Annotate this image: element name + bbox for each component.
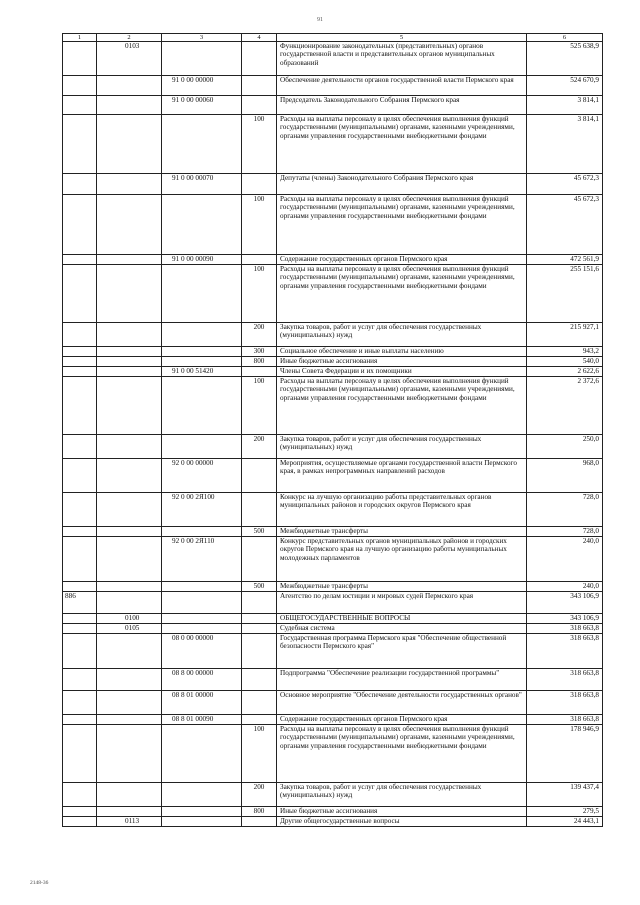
target-article-cell xyxy=(162,347,242,357)
expense-type-cell: 800 xyxy=(242,357,277,367)
section-code-cell xyxy=(97,459,162,493)
department-code-cell xyxy=(63,817,97,827)
target-article-cell xyxy=(162,592,242,614)
amount-cell: 728,0 xyxy=(527,527,603,537)
section-code-cell: 0100 xyxy=(97,614,162,624)
expense-type-cell xyxy=(242,634,277,669)
department-code-cell xyxy=(63,691,97,715)
table-row xyxy=(63,255,603,265)
section-code-cell xyxy=(97,715,162,725)
description-cell: Закупка товаров, работ и услуг для обеспечения государственных (муниципальных) нужд xyxy=(277,323,527,347)
section-code-cell xyxy=(97,537,162,582)
table-row xyxy=(63,691,603,715)
expense-type-cell xyxy=(242,96,277,115)
table-row xyxy=(63,817,603,827)
description-cell: Расходы на выплаты персоналу в целях обеспечения выполнения функций государственными (муниципальными) органами, казенными учреждениями, органами управления государственными внебюджетными фондами xyxy=(277,195,527,255)
description-cell: Расходы на выплаты персоналу в целях обеспечения выполнения функций государственными (муниципальными) органами, казенными учреждениями, органами управления государственными внебюджетными фондами xyxy=(277,115,527,174)
column-number-2: 2 xyxy=(97,34,162,42)
amount-cell: 215 927,1 xyxy=(527,323,603,347)
department-code-cell xyxy=(63,669,97,691)
table-row xyxy=(63,347,603,357)
section-code-cell xyxy=(97,255,162,265)
page-number: 91 xyxy=(317,17,323,23)
description-cell: Агентство по делам юстиции и мировых судей Пермского края xyxy=(277,592,527,614)
department-code-cell xyxy=(63,377,97,435)
target-article-cell: 92 0 00 00000 xyxy=(162,459,242,493)
description-cell: Судебная система xyxy=(277,624,527,634)
description-cell: Основное мероприятие "Обеспечение деятельности государственных органов" xyxy=(277,691,527,715)
expense-type-cell: 100 xyxy=(242,725,277,783)
section-code-cell xyxy=(97,347,162,357)
section-code-cell xyxy=(97,783,162,807)
department-code-cell xyxy=(63,634,97,669)
target-article-cell xyxy=(162,357,242,367)
section-code-cell xyxy=(97,76,162,96)
amount-cell: 540,0 xyxy=(527,357,603,367)
target-article-cell: 08 8 00 00000 xyxy=(162,669,242,691)
target-article-cell xyxy=(162,807,242,817)
table-row xyxy=(63,725,603,783)
amount-cell: 318 663,8 xyxy=(527,691,603,715)
section-code-cell xyxy=(97,357,162,367)
section-code-cell xyxy=(97,582,162,592)
amount-cell: 279,5 xyxy=(527,807,603,817)
description-cell: Депутаты (члены) Законодательного Собрания Пермского края xyxy=(277,174,527,195)
amount-cell: 3 814,1 xyxy=(527,96,603,115)
section-code-cell xyxy=(97,493,162,527)
expense-type-cell xyxy=(242,42,277,76)
department-code-cell xyxy=(63,357,97,367)
table-row xyxy=(63,115,603,174)
table-row xyxy=(63,614,603,624)
target-article-cell xyxy=(162,42,242,76)
target-article-cell: 91 0 00 00090 xyxy=(162,255,242,265)
expense-type-cell xyxy=(242,669,277,691)
description-cell: ОБЩЕГОСУДАРСТВЕННЫЕ ВОПРОСЫ xyxy=(277,614,527,624)
column-number-6: 6 xyxy=(527,34,603,42)
description-cell: Иные бюджетные ассигнования xyxy=(277,357,527,367)
department-code-cell xyxy=(63,582,97,592)
target-article-cell xyxy=(162,817,242,827)
description-cell: Содержание государственных органов Пермского края xyxy=(277,255,527,265)
target-article-cell xyxy=(162,265,242,323)
department-code-cell xyxy=(63,435,97,459)
description-cell: Содержание государственных органов Пермского края xyxy=(277,715,527,725)
target-article-cell xyxy=(162,725,242,783)
department-code-cell xyxy=(63,265,97,323)
department-code-cell xyxy=(63,96,97,115)
expense-type-cell xyxy=(242,715,277,725)
amount-cell: 2 622,6 xyxy=(527,367,603,377)
department-code-cell xyxy=(63,347,97,357)
section-code-cell xyxy=(97,527,162,537)
department-code-cell xyxy=(63,783,97,807)
table-row xyxy=(63,715,603,725)
department-code-cell xyxy=(63,527,97,537)
target-article-cell: 92 0 00 2Я100 xyxy=(162,493,242,527)
description-cell: Подпрограмма "Обеспечение реализации государственной программы" xyxy=(277,669,527,691)
table-row xyxy=(63,527,603,537)
department-code-cell: 886 xyxy=(63,592,97,614)
expense-type-cell: 100 xyxy=(242,265,277,323)
amount-cell: 240,0 xyxy=(527,537,603,582)
table-row xyxy=(63,357,603,367)
amount-cell: 728,0 xyxy=(527,493,603,527)
section-code-cell: 0113 xyxy=(97,817,162,827)
target-article-cell xyxy=(162,195,242,255)
department-code-cell xyxy=(63,493,97,527)
amount-cell: 472 561,9 xyxy=(527,255,603,265)
table-row xyxy=(63,76,603,96)
table-row xyxy=(63,783,603,807)
expense-type-cell: 200 xyxy=(242,783,277,807)
target-article-cell xyxy=(162,435,242,459)
target-article-cell: 08 8 01 00000 xyxy=(162,691,242,715)
section-code-cell xyxy=(97,195,162,255)
table-row xyxy=(63,265,603,323)
column-number-5: 5 xyxy=(277,34,527,42)
section-code-cell xyxy=(97,265,162,323)
section-code-cell xyxy=(97,807,162,817)
amount-cell: 45 672,3 xyxy=(527,195,603,255)
expense-type-cell xyxy=(242,691,277,715)
budget-table xyxy=(62,33,603,827)
department-code-cell xyxy=(63,459,97,493)
amount-cell: 45 672,3 xyxy=(527,174,603,195)
section-code-cell xyxy=(97,669,162,691)
department-code-cell xyxy=(63,725,97,783)
target-article-cell xyxy=(162,323,242,347)
expense-type-cell xyxy=(242,76,277,96)
amount-cell: 318 663,8 xyxy=(527,669,603,691)
expense-type-cell: 100 xyxy=(242,195,277,255)
expense-type-cell: 100 xyxy=(242,115,277,174)
expense-type-cell xyxy=(242,459,277,493)
department-code-cell xyxy=(63,323,97,347)
expense-type-cell xyxy=(242,592,277,614)
amount-cell: 318 663,8 xyxy=(527,634,603,669)
section-code-cell: 0103 xyxy=(97,42,162,76)
table-row xyxy=(63,377,603,435)
section-code-cell: 0105 xyxy=(97,624,162,634)
section-code-cell xyxy=(97,634,162,669)
target-article-cell: 91 0 00 51420 xyxy=(162,367,242,377)
description-cell: Расходы на выплаты персоналу в целях обеспечения выполнения функций государственными (муниципальными) органами, казенными учреждениями, органами управления государственными внебюджетными фондами xyxy=(277,265,527,323)
amount-cell: 178 946,9 xyxy=(527,725,603,783)
table-row xyxy=(63,624,603,634)
column-number-4: 4 xyxy=(242,34,277,42)
target-article-cell xyxy=(162,115,242,174)
amount-cell: 343 106,9 xyxy=(527,592,603,614)
table-row xyxy=(63,582,603,592)
budget-table-body xyxy=(63,34,603,827)
description-cell: Конкурс представительных органов муниципальных районов и городских округов Пермского края на лучшую организацию работы муниципальных молодежных парламентов xyxy=(277,537,527,582)
department-code-cell xyxy=(63,115,97,174)
target-article-cell xyxy=(162,614,242,624)
amount-cell: 318 663,8 xyxy=(527,715,603,725)
description-cell: Закупка товаров, работ и услуг для обеспечения государственных (муниципальных) нужд xyxy=(277,783,527,807)
section-code-cell xyxy=(97,96,162,115)
expense-type-cell xyxy=(242,367,277,377)
target-article-cell xyxy=(162,377,242,435)
amount-cell: 240,0 xyxy=(527,582,603,592)
section-code-cell xyxy=(97,115,162,174)
target-article-cell xyxy=(162,624,242,634)
amount-cell: 343 106,9 xyxy=(527,614,603,624)
section-code-cell xyxy=(97,592,162,614)
description-cell: Мероприятия, осуществляемые органами государственной власти Пермского края, в рамках непрограммных направлений расходов xyxy=(277,459,527,493)
expense-type-cell xyxy=(242,537,277,582)
department-code-cell xyxy=(63,807,97,817)
target-article-cell: 91 0 00 00060 xyxy=(162,96,242,115)
description-cell: Обеспечение деятельности органов государственной власти Пермского края xyxy=(277,76,527,96)
department-code-cell xyxy=(63,715,97,725)
expense-type-cell: 800 xyxy=(242,807,277,817)
department-code-cell xyxy=(63,42,97,76)
amount-cell: 524 670,9 xyxy=(527,76,603,96)
description-cell: Другие общегосударственные вопросы xyxy=(277,817,527,827)
department-code-cell xyxy=(63,76,97,96)
expense-type-cell: 200 xyxy=(242,435,277,459)
department-code-cell xyxy=(63,614,97,624)
target-article-cell: 91 0 00 00070 xyxy=(162,174,242,195)
table-row xyxy=(63,807,603,817)
header-row xyxy=(63,34,603,42)
description-cell: Расходы на выплаты персоналу в целях обеспечения выполнения функций государственными (муниципальными) органами, казенными учреждениями, органами управления государственными внебюджетными фондами xyxy=(277,377,527,435)
description-cell: Председатель Законодательного Собрания Пермского края xyxy=(277,96,527,115)
amount-cell: 255 151,6 xyxy=(527,265,603,323)
expense-type-cell: 500 xyxy=(242,582,277,592)
column-number-3: 3 xyxy=(162,34,242,42)
target-article-cell: 91 0 00 00000 xyxy=(162,76,242,96)
target-article-cell xyxy=(162,582,242,592)
table-row xyxy=(63,367,603,377)
description-cell: Государственная программа Пермского края "Обеспечение общественной безопасности Пермского края" xyxy=(277,634,527,669)
expense-type-cell xyxy=(242,174,277,195)
section-code-cell xyxy=(97,323,162,347)
department-code-cell xyxy=(63,537,97,582)
section-code-cell xyxy=(97,691,162,715)
table-row xyxy=(63,323,603,347)
department-code-cell xyxy=(63,624,97,634)
target-article-cell xyxy=(162,783,242,807)
description-cell: Межбюджетные трансферты xyxy=(277,527,527,537)
amount-cell: 3 814,1 xyxy=(527,115,603,174)
section-code-cell xyxy=(97,174,162,195)
section-code-cell xyxy=(97,435,162,459)
amount-cell: 139 437,4 xyxy=(527,783,603,807)
department-code-cell xyxy=(63,367,97,377)
expense-type-cell xyxy=(242,493,277,527)
target-article-cell: 08 0 00 00000 xyxy=(162,634,242,669)
table-row xyxy=(63,195,603,255)
description-cell: Расходы на выплаты персоналу в целях обеспечения выполнения функций государственными (муниципальными) органами, казенными учреждениями, органами управления государственными внебюджетными фондами xyxy=(277,725,527,783)
amount-cell: 24 443,1 xyxy=(527,817,603,827)
table-row xyxy=(63,669,603,691)
table-row xyxy=(63,493,603,527)
expense-type-cell: 200 xyxy=(242,323,277,347)
amount-cell: 250,0 xyxy=(527,435,603,459)
table-row xyxy=(63,96,603,115)
department-code-cell xyxy=(63,174,97,195)
department-code-cell xyxy=(63,195,97,255)
department-code-cell xyxy=(63,255,97,265)
section-code-cell xyxy=(97,367,162,377)
expense-type-cell: 300 xyxy=(242,347,277,357)
expense-type-cell xyxy=(242,255,277,265)
column-number-1: 1 xyxy=(63,34,97,42)
description-cell: Функционирование законодательных (представительных) органов государственной власти и представительных органов муниципальных образований xyxy=(277,42,527,76)
target-article-cell: 08 8 01 00090 xyxy=(162,715,242,725)
expense-type-cell xyxy=(242,614,277,624)
expense-type-cell xyxy=(242,817,277,827)
table-row xyxy=(63,174,603,195)
table-row xyxy=(63,592,603,614)
amount-cell: 2 372,6 xyxy=(527,377,603,435)
description-cell: Межбюджетные трансферты xyxy=(277,582,527,592)
section-code-cell xyxy=(97,725,162,783)
footer-code: 2148-36 xyxy=(30,880,49,886)
description-cell: Члены Совета Федерации и их помощники xyxy=(277,367,527,377)
description-cell: Конкурс на лучшую организацию работы представительных органов муниципальных районов и городских округов Пермского края xyxy=(277,493,527,527)
description-cell: Иные бюджетные ассигнования xyxy=(277,807,527,817)
table-row xyxy=(63,634,603,669)
table-row xyxy=(63,435,603,459)
description-cell: Закупка товаров, работ и услуг для обеспечения государственных (муниципальных) нужд xyxy=(277,435,527,459)
table-row xyxy=(63,537,603,582)
expense-type-cell: 500 xyxy=(242,527,277,537)
expense-type-cell: 100 xyxy=(242,377,277,435)
table-row xyxy=(63,459,603,493)
expense-type-cell xyxy=(242,624,277,634)
amount-cell: 525 638,9 xyxy=(527,42,603,76)
amount-cell: 318 663,8 xyxy=(527,624,603,634)
section-code-cell xyxy=(97,377,162,435)
target-article-cell xyxy=(162,527,242,537)
description-cell: Социальное обеспечение и иные выплаты населению xyxy=(277,347,527,357)
amount-cell: 968,0 xyxy=(527,459,603,493)
amount-cell: 943,2 xyxy=(527,347,603,357)
target-article-cell: 92 0 00 2Я110 xyxy=(162,537,242,582)
table-row xyxy=(63,42,603,76)
